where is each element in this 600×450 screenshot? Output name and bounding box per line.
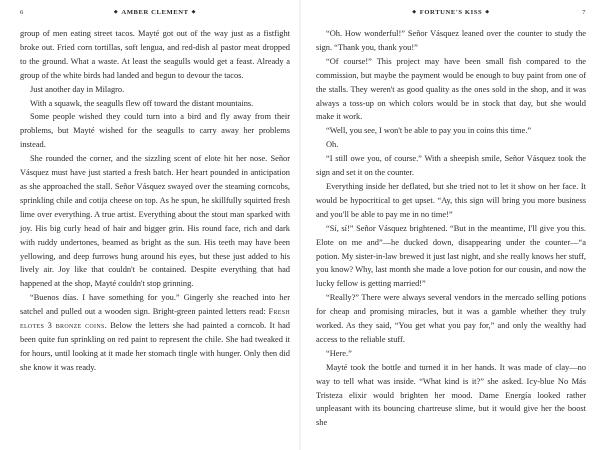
body-text [20,27,290,375]
right-page [316,0,586,450]
ornament-icon: ◆ [412,10,417,15]
paragraph-text: “Buenos días. I have something for you.” Gingerly she reached into her satchel and pulled out a wooden sign. Bright-green painted letters read: [20,293,290,317]
paragraph: “Of course!” This project may have been small fish compared to the commission, but maybe the payment would be enough to buy paint from one of the stalls. They weren't as good quality as the ones sold in the shop, and it was always a toss-up on which colors would be in stock that day, but she would make it work. [316,56,586,122]
paragraph: “Here.” [326,348,352,358]
page-number: 6 [20,9,24,16]
paragraph: Mayté took the bottle and turned it in her hands. It was made of clay—no way to tell what was inside. “What kind is it?” she asked. Icy-blue No Más Tristeza elixir would brighten her mood. Dame Energía looked rather unpleasant with its bouncing chartreuse slime, but it would give her the boost she [316,362,586,428]
gutter [299,0,301,450]
body-text [316,27,586,430]
book-title: FORTUNE'S KISS [419,9,483,16]
paragraph: “Sí, sí!” Señor Vásquez brightened. “But in the meantime, I'll give you this. Elote on me and”—he ducked down, disappearing under the counter—“a potion. My sister-in-law brewed it just last night, and she really knows her stuff, you know? Why, last month she made a love potion for our cousin, and now the lucky fellow is getting married!” [316,223,586,289]
paragraph: Just another day in Milagro. [30,84,125,94]
ornament-icon: ◆ [191,10,197,15]
paragraph: “Well, you see, I won't be able to pay you in coins this time.” [326,126,532,136]
paragraph: group of men eating street tacos. Mayté got out of the way just as a fistfight broke out. Fried corn tortillas, soft lengua, and red-dish al pastor meat dropped to the ground. What a waste. At least the seagulls would get a feast. Already a group of the white birds had landed and begun to devour the tacos. [20,29,290,80]
running-head [20,9,290,21]
paragraph-text: Below the letters she had painted a corncob. It had been quite fun sprinkling on red paint to represent the chile. She had tweaked it for hours, until looking at it made her stomach tingle with hunger. Only then did she know it was ready. [20,321,290,372]
running-head [316,9,586,21]
running-head-title [20,9,290,16]
paragraph [20,291,290,374]
left-page [20,0,290,450]
running-head-title [316,9,586,16]
paragraph: Everything inside her deflated, but she tried not to let it show on her face. It would be hypocritical to get upset. “Ay, this sign will bring you more business and you'll be able to pay me in no time!” [316,181,586,219]
ornament-icon: ◆ [485,10,490,15]
page-number: 7 [582,9,586,16]
paragraph: “Oh. How wonderful!” Señor Vásquez leaned over the counter to study the sign. “Thank you, thank you!” [316,29,586,52]
paragraph: “I still owe you, of course.” With a sheepish smile, Señor Vásquez took the sign and set it on the counter. [316,154,586,178]
author-name: AMBER CLEMENT [121,9,189,16]
paragraph: With a squawk, the seagulls flew off toward the distant mountains. [30,98,254,108]
paragraph: “Really?” There were always several vendors in the mercado selling potions for cheap and promising miracles, but it was a gamble whether they truly worked. As they said, “You get what you pay for,” and only the wealthy had access to the reliable stuff. [316,293,586,344]
sign-text: Fresh elotes 3 bronze coins. [20,307,290,331]
ornament-icon: ◆ [113,10,119,15]
paragraph: Oh. [326,140,339,150]
paragraph: Some people wished they could turn into a bird and fly away from their problems, but Mayté wished for the seagulls to carry away her problems instead. [20,112,290,150]
paragraph: She rounded the corner, and the sizzling scent of elote hit her nose. Señor Vásquez must have just started a fresh batch. Her heart pounded in anticipation as she approached the stall. Señor Vásquez swayed over the steaming corncobs, sprinkling chile and cotija cheese on top. As he spun, he skillfully squirted fresh lime over everything. A true artist. Everything about the stout man sparked with joy. His big curly head of hair and bigger grin. His round face, rich and dark with ruddy undertones, beamed as bright as the sun. His teeth may have been yellowing, and deep furrows hung around his eyes, but these just added to his lively air. Joy like that couldn't be contained. Despite everything that had happened at the shop, Mayté couldn't stop grinning. [20,154,290,289]
